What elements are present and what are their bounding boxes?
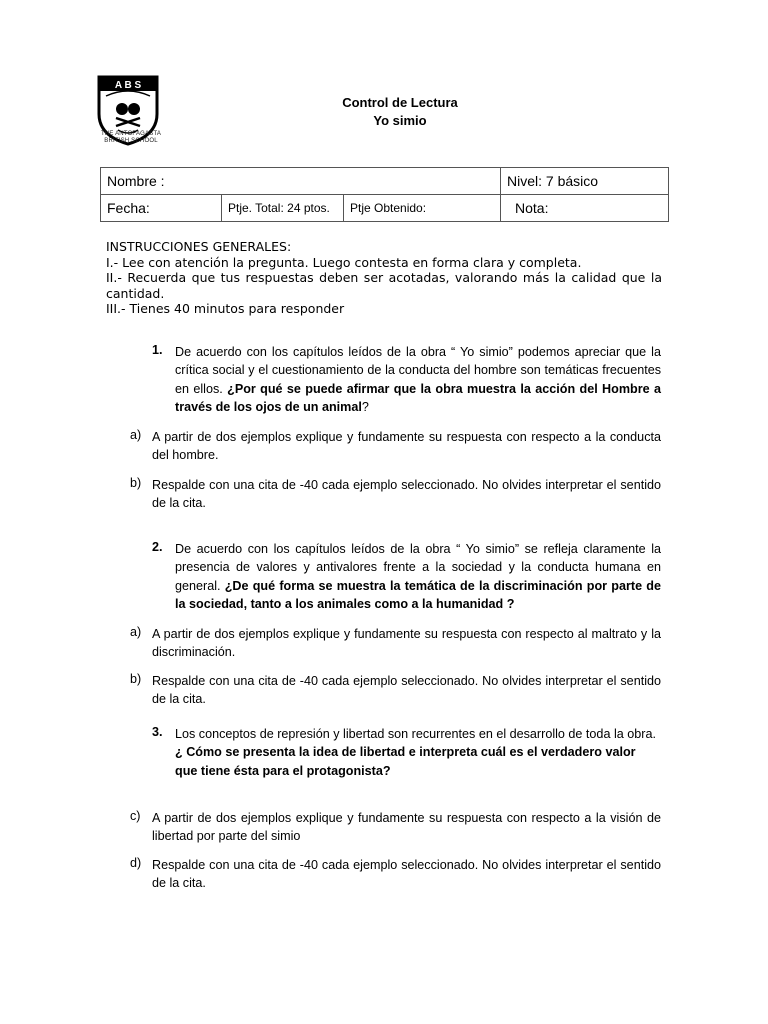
page-subtitle: Yo simio [373,113,427,128]
school-name: THE ANTOFAGASTA BRITISH SCHOOL [100,131,162,144]
instruction-line-3: III.- Tienes 40 minutos para responder [106,301,345,317]
question-3: Los conceptos de represión y libertad son recurrentes en el desarrollo de toda la obra. ¿ Cómo se presenta la idea de libertad e interpreta cuál es el verdadero valor que tiene ésta para el protagonista? [175,727,656,778]
question-3c-label: c) [130,809,141,823]
question-2: De acuerdo con los capítulos leídos de la obra “ Yo simio” se refleja claramente la presencia de valores y antivalores frente a la sociedad y la conducta humana en general. ¿De qué forma se muestra la temática de la discriminación por parte de la sociedad, tanto a los animales como a la humanidad ? [175,542,661,612]
question-1a: A partir de dos ejemplos explique y fundamente su respuesta con respecto a la conducta del hombre. [152,430,661,463]
instruction-line-1: I.- Lee con atención la pregunta. Luego contesta en forma clara y completa. [106,254,582,270]
svg-text:A B S: A B S [114,80,142,91]
question-1-number: 1. [152,343,163,357]
nombre-field[interactable]: Nombre : [101,168,501,195]
nivel-field: Nivel: 7 básico [501,168,669,195]
question-2a-label: a) [130,625,142,639]
question-1b: Respalde con una cita de -40 cada ejemplo seleccionado. No olvides interpretar el sentido de la cita. [152,478,661,511]
instructions-block [106,239,662,317]
question-3c: A partir de dos ejemplos explique y fundamente su respuesta con respecto a la visión de libertad por parte del simio [152,811,661,844]
question-3-number: 3. [152,725,163,739]
instructions-heading: INSTRUCCIONES GENERALES: [106,239,292,254]
question-2b: Respalde con una cita de -40 cada ejemplo seleccionado. No olvides interpretar el sentido de la cita. [152,674,661,707]
student-info-table [100,167,669,222]
question-1b-label: b) [130,476,142,490]
question-2-number: 2. [152,540,163,554]
instruction-line-2: II.- Recuerda que tus respuestas deben ser acotadas, valorando más la calidad que la cantidad. [106,270,662,301]
question-1a-label: a) [130,428,142,442]
question-1: De acuerdo con los capítulos leídos de la obra “ Yo simio” podemos apreciar que la crítica social y el cuestionamiento de la conducta del hombre son temáticas frecuentes en ellos. ¿Por qué se puede afirmar que la obra muestra la acción del Hombre a través de los ojos de un animal? [175,345,661,415]
question-3d: Respalde con una cita de -40 cada ejemplo seleccionado. No olvides interpretar el sentido de la cita. [152,858,661,891]
page-title: Control de Lectura [342,95,458,110]
nota-field[interactable]: Nota: [501,195,669,222]
question-2a: A partir de dos ejemplos explique y fundamente su respuesta con respecto al maltrato y la discriminación. [152,627,661,660]
fecha-field[interactable]: Fecha: [101,195,222,222]
question-3d-label: d) [130,856,142,870]
ptje-obtenido-field[interactable]: Ptje Obtenido: [344,195,501,222]
question-2b-label: b) [130,672,142,686]
ptje-total-field: Ptje. Total: 24 ptos. [222,195,344,222]
